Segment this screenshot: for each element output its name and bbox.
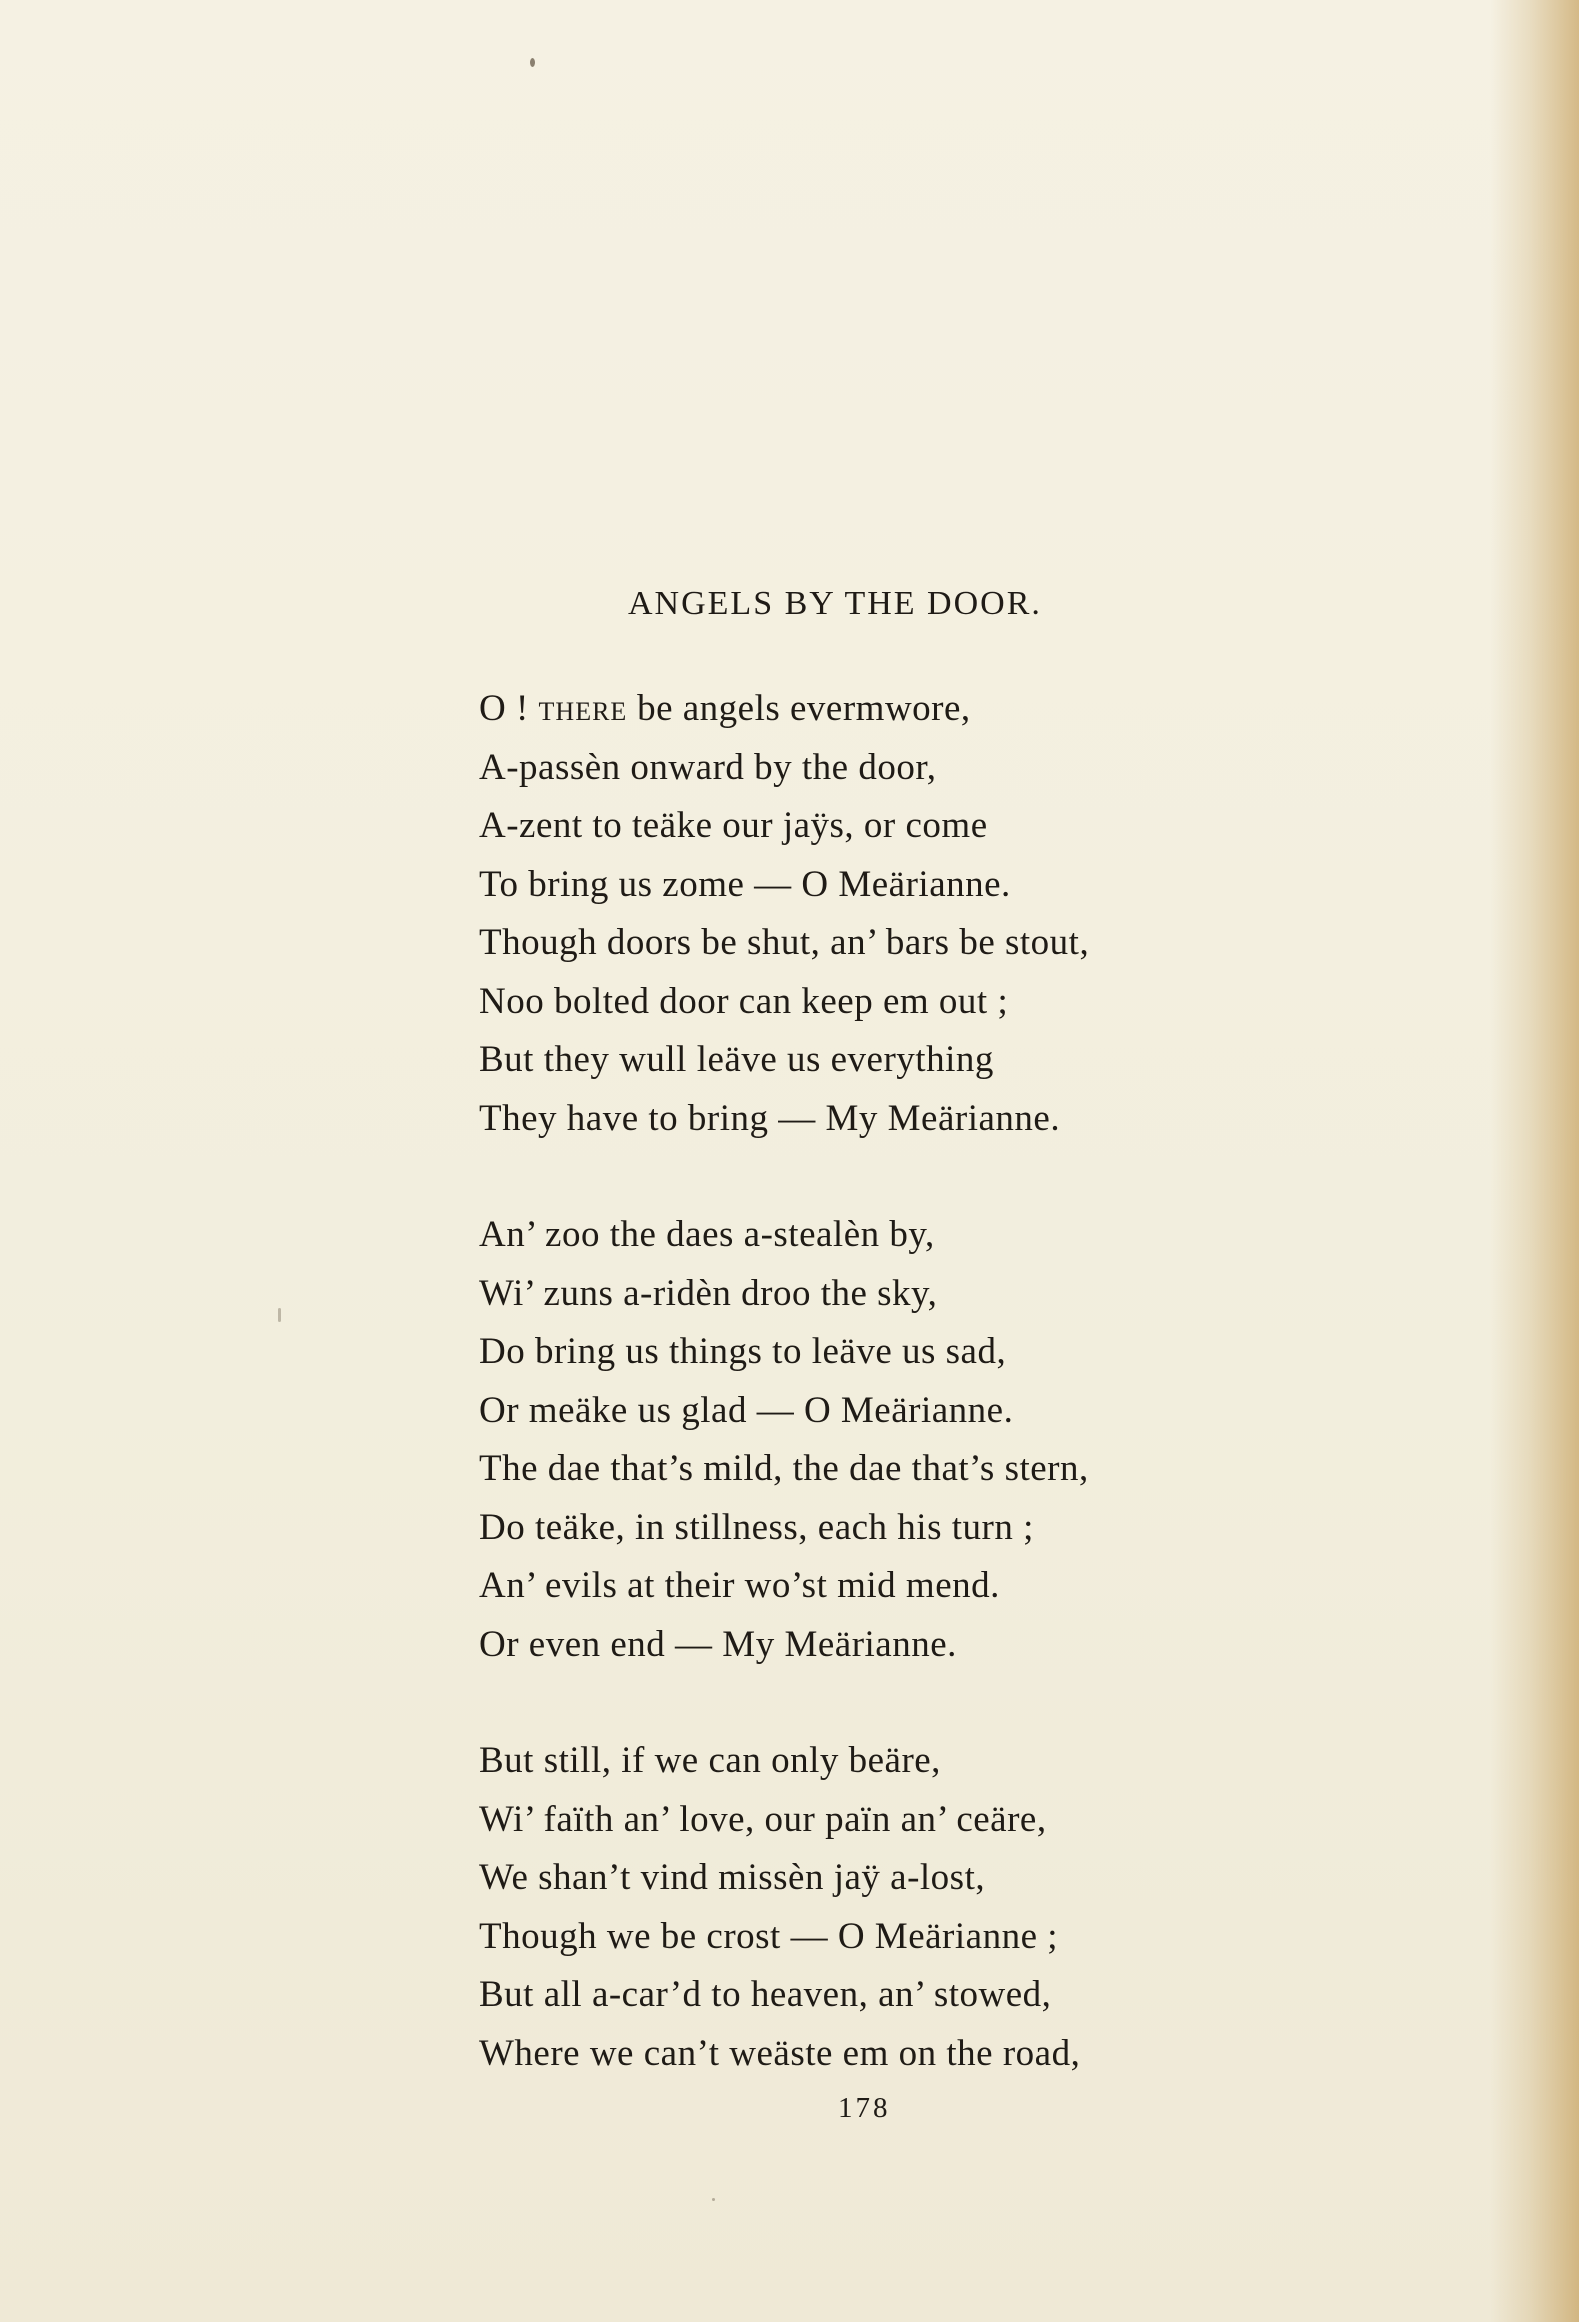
poem-line: But still, if we can only beäre, bbox=[479, 1740, 941, 1781]
poem-line: A-passèn onward by the door, bbox=[479, 746, 937, 788]
poem-line: Or meäke us glad — O Meärianne. bbox=[479, 1389, 1014, 1431]
poem-line: An’ evils at their wo’st mid mend. bbox=[479, 1565, 1000, 1606]
ink-speck bbox=[278, 1308, 281, 1322]
poem-line: We shan’t vind missèn jaÿ a-lost, bbox=[479, 1857, 986, 1898]
poem-line: A-zent to teäke our jaÿs, or come bbox=[479, 805, 988, 846]
poem-line: To bring us zome — O Meärianne. bbox=[479, 863, 1011, 905]
page-number: 178 bbox=[838, 2092, 891, 2124]
stanza-2 bbox=[479, 1206, 1359, 1674]
poem-line: Wi’ zuns a-ridèn droo the sky, bbox=[479, 1272, 938, 1314]
poem-body bbox=[479, 680, 1359, 2083]
poem-line: An’ zoo the daes a-stealèn by, bbox=[479, 1214, 935, 1255]
line-smallcaps-word: there bbox=[538, 688, 628, 729]
ink-speck bbox=[712, 2198, 715, 2201]
poem-line: But they wull leäve us everything bbox=[479, 1039, 994, 1080]
line-rest: be angels evermwore, bbox=[627, 688, 971, 729]
poem-line: The dae that’s mild, the dae that’s stern, bbox=[479, 1448, 1089, 1489]
poem-line: Though doors be shut, an’ bars be stout, bbox=[479, 922, 1090, 963]
poem-line: Do teäke, in stillness, each his turn ; bbox=[479, 1506, 1034, 1548]
line-lead: O ! bbox=[479, 688, 539, 729]
poem-line: Though we be crost — O Meärianne ; bbox=[479, 1915, 1059, 1957]
poem-title: ANGELS BY THE DOOR. bbox=[628, 585, 1042, 622]
stanza-1 bbox=[479, 680, 1359, 1148]
ink-speck bbox=[530, 58, 535, 67]
poem-line: Noo bolted door can keep em out ; bbox=[479, 980, 1009, 1022]
poem-line: Do bring us things to leäve us sad, bbox=[479, 1331, 1007, 1372]
poem-line bbox=[479, 680, 1359, 739]
stanza-3 bbox=[479, 1732, 1359, 2083]
poem-line: Where we can’t weäste em on the road, bbox=[479, 2032, 1081, 2074]
poem-line: They have to bring — My Meärianne. bbox=[479, 1097, 1061, 1139]
poem-line: Wi’ faïth an’ love, our païn an’ ceäre, bbox=[479, 1798, 1047, 1840]
poem-line: Or even end — My Meärianne. bbox=[479, 1623, 957, 1665]
poem-line: But all a-car’d to heaven, an’ stowed, bbox=[479, 1974, 1052, 2015]
